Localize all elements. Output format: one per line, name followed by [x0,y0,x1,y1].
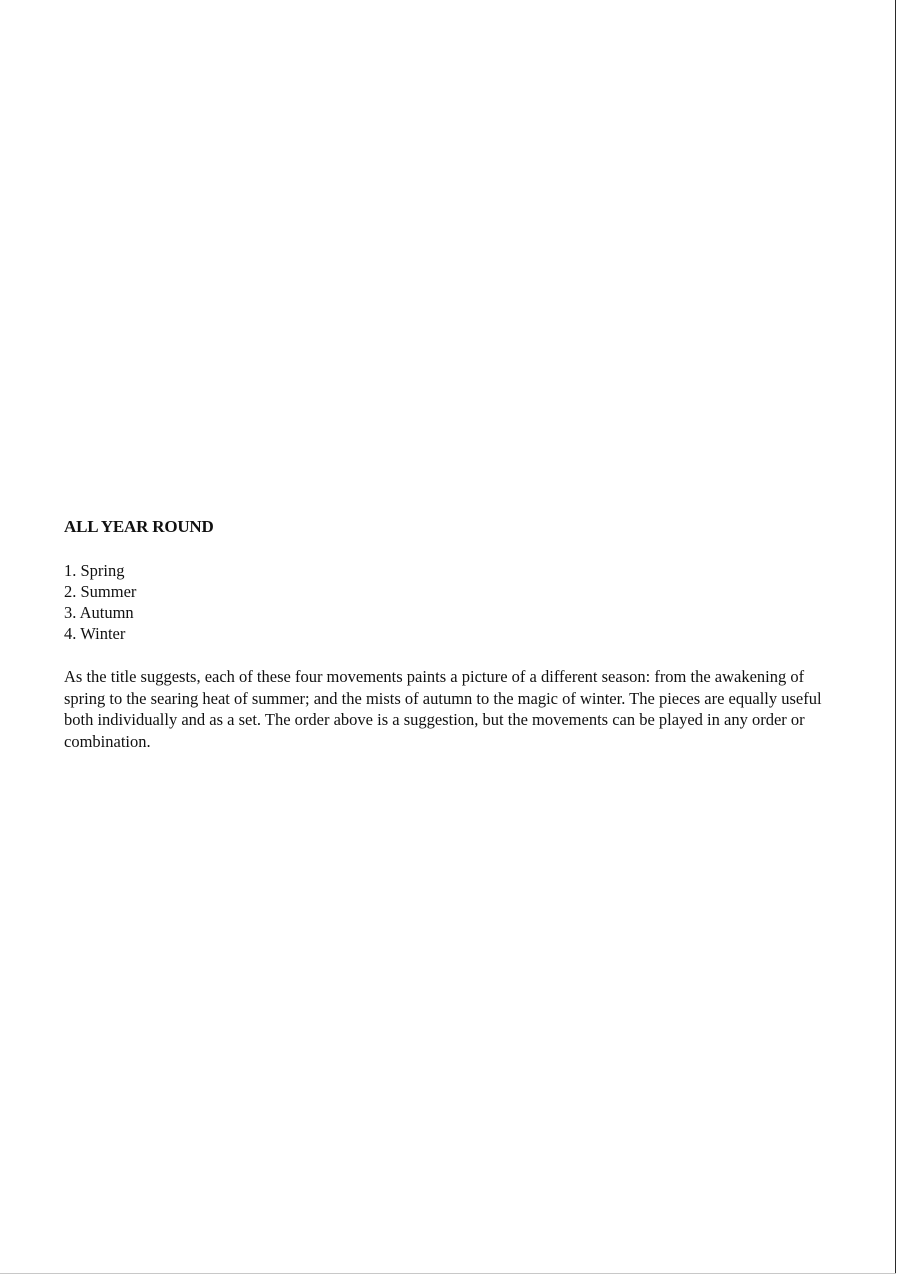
page-content [64,516,834,752]
movement-item: 2. Summer [64,582,137,601]
description-paragraph: As the title suggests, each of these four movements paints a picture of a different season: from the awakening of spring to the searing heat of summer; and the mists of autumn to the magic of winter. The pieces are equally useful both individually and as a set. The order above is a suggestion, but the movements can be played in any order or combination. [64,667,822,751]
movement-list [64,560,834,644]
document-title: ALL YEAR ROUND [64,517,214,536]
movement-item: 3. Autumn [64,603,134,622]
movement-item: 1. Spring [64,561,125,580]
movement-item: 4. Winter [64,624,126,643]
